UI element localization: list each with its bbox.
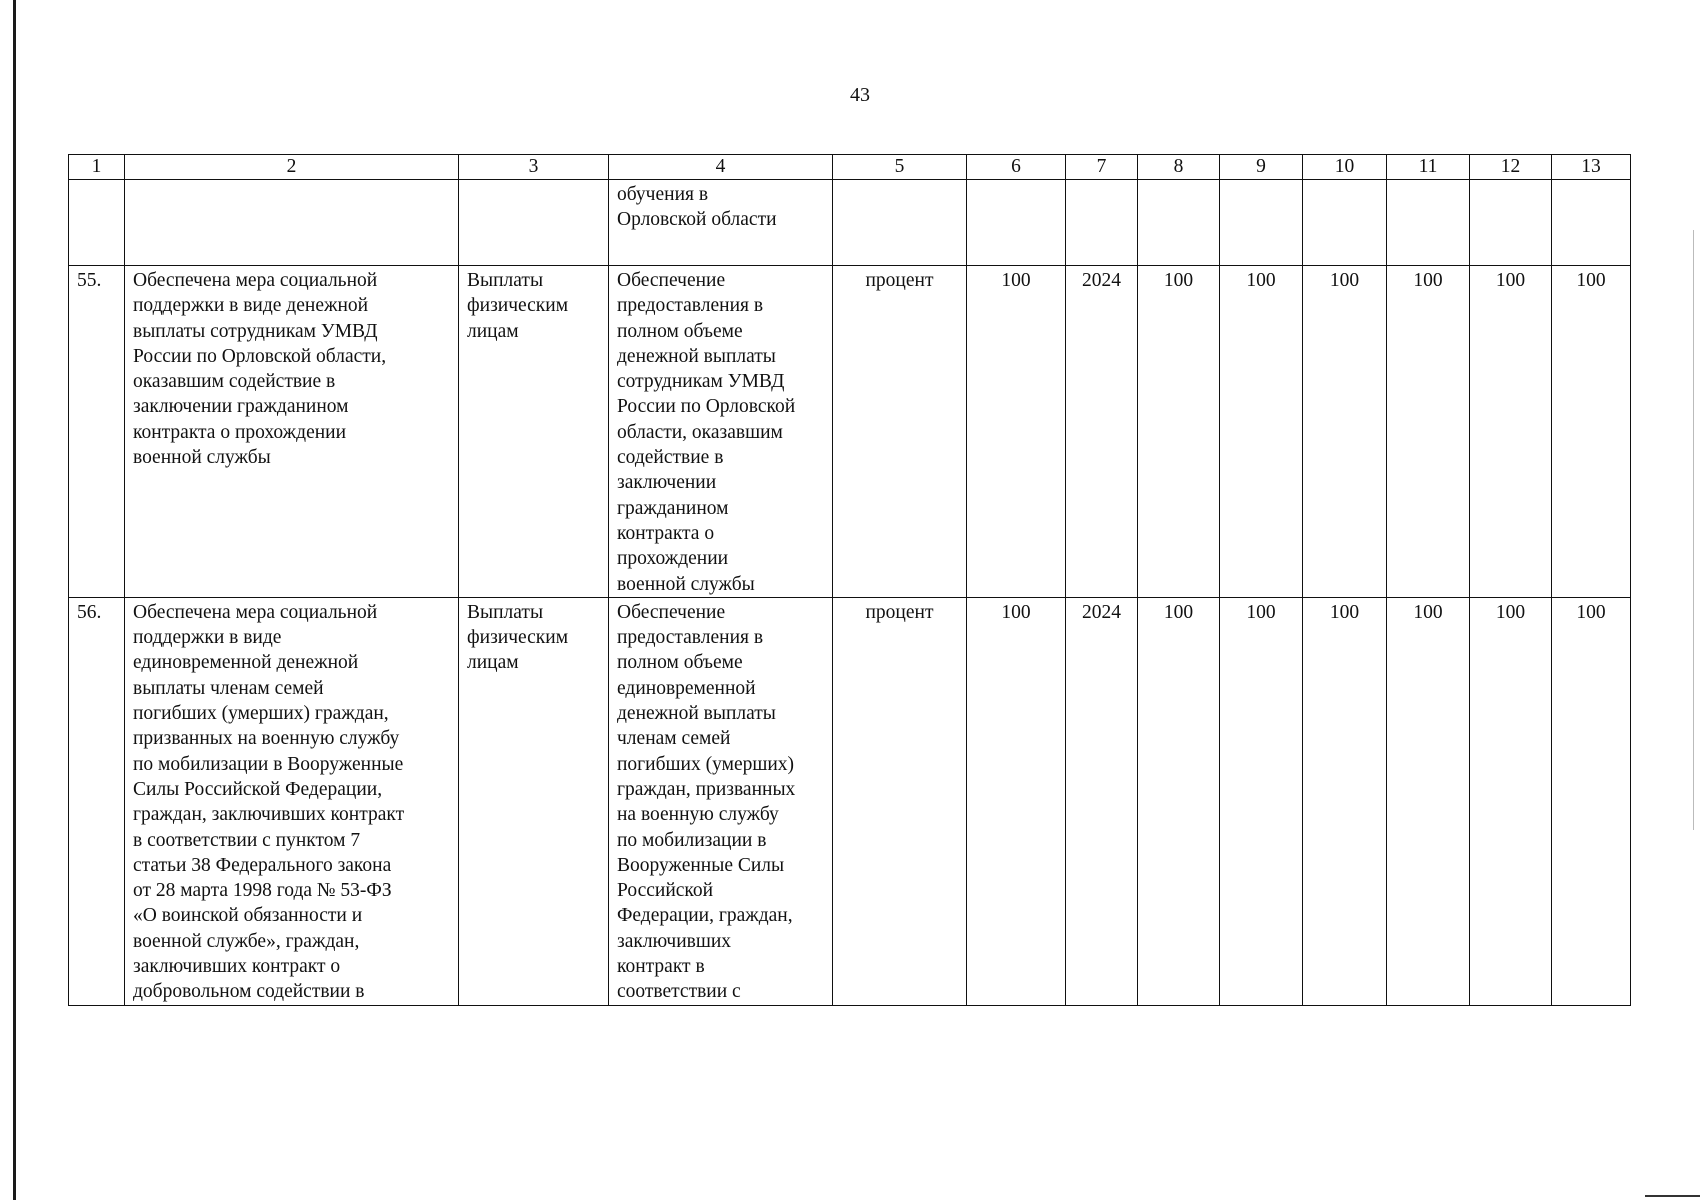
page-number: 43 bbox=[850, 84, 870, 106]
table-cell bbox=[125, 180, 459, 266]
column-number: 13 bbox=[1552, 155, 1631, 180]
table-cell bbox=[1138, 180, 1220, 266]
column-number-row bbox=[69, 155, 1631, 180]
column-number: 5 bbox=[833, 155, 967, 180]
value-cell: 100 bbox=[1470, 266, 1552, 598]
unit-cell: процент bbox=[833, 266, 967, 598]
table-cell bbox=[1470, 180, 1552, 266]
column-number: 4 bbox=[609, 155, 833, 180]
table-cell bbox=[1552, 180, 1631, 266]
description-cell: Обеспечение предоставления в полном объеме единовременной денежной выплаты членам семей погибших (умерших) граждан, призванных на военную службу по мобилизации в Вооруженные Силы Российской Федерации, граждан, заключивших контракт в соответствии с bbox=[609, 597, 833, 1005]
table-cell bbox=[1303, 180, 1387, 266]
description-cell: Обеспечение предоставления в полном объеме денежной выплаты сотрудникам УМВД России по Орловской области, оказавшим содействие в заключении гражданином контракта о прохождении военной службы bbox=[609, 266, 833, 598]
value-cell: 100 bbox=[1387, 597, 1470, 1005]
value-cell: 100 bbox=[1303, 597, 1387, 1005]
base-value-cell: 100 bbox=[967, 597, 1066, 1005]
column-number: 9 bbox=[1220, 155, 1303, 180]
continuation-row bbox=[69, 180, 1631, 266]
result-cell: Обеспечена мера социальной поддержки в виде единовременной денежной выплаты членам семей погибших (умерших) граждан, призванных на военную службу по мобилизации в Вооруженные Силы Российской Федерации, граждан, заключивших контракт в соответствии с пунктом 7 статьи 38 Федерального закона от 28 марта 1998 года № 53-ФЗ «О воинской обязанности и военной службе», граждан, заключивших контракт о добровольном содействии в bbox=[125, 597, 459, 1005]
scan-edge-right bbox=[1693, 230, 1694, 830]
result-type-cell: Выплаты физическим лицам bbox=[459, 597, 609, 1005]
column-number: 12 bbox=[1470, 155, 1552, 180]
table-cell bbox=[1387, 180, 1470, 266]
value-cell: 100 bbox=[1303, 266, 1387, 598]
table-cell bbox=[967, 180, 1066, 266]
table-row bbox=[69, 597, 1631, 1005]
value-cell: 100 bbox=[1552, 266, 1631, 598]
column-number: 8 bbox=[1138, 155, 1220, 180]
table-cell bbox=[1220, 180, 1303, 266]
description-tail-cell: обучения в Орловской области bbox=[609, 180, 833, 266]
row-number-cell: 55. bbox=[69, 266, 125, 598]
column-number: 6 bbox=[967, 155, 1066, 180]
table-cell bbox=[833, 180, 967, 266]
base-value-cell: 100 bbox=[967, 266, 1066, 598]
scan-edge-left bbox=[13, 0, 16, 1200]
value-cell: 100 bbox=[1220, 597, 1303, 1005]
table-row bbox=[69, 266, 1631, 598]
scan-corner-mark bbox=[1645, 1195, 1700, 1197]
value-cell: 100 bbox=[1470, 597, 1552, 1005]
result-type-cell: Выплаты физическим лицам bbox=[459, 266, 609, 598]
base-year-cell: 2024 bbox=[1066, 266, 1138, 598]
value-cell: 100 bbox=[1138, 266, 1220, 598]
column-number: 1 bbox=[69, 155, 125, 180]
column-number: 3 bbox=[459, 155, 609, 180]
indicator-table bbox=[68, 154, 1631, 1006]
table-cell bbox=[69, 180, 125, 266]
value-cell: 100 bbox=[1387, 266, 1470, 598]
row-number-cell: 56. bbox=[69, 597, 125, 1005]
column-number: 11 bbox=[1387, 155, 1470, 180]
result-cell: Обеспечена мера социальной поддержки в виде денежной выплаты сотрудникам УМВД России по Орловской области, оказавшим содействие в заключении гражданином контракта о прохождении военной службы bbox=[125, 266, 459, 598]
column-number: 2 bbox=[125, 155, 459, 180]
base-year-cell: 2024 bbox=[1066, 597, 1138, 1005]
table-cell bbox=[459, 180, 609, 266]
value-cell: 100 bbox=[1220, 266, 1303, 598]
value-cell: 100 bbox=[1552, 597, 1631, 1005]
table-cell bbox=[1066, 180, 1138, 266]
unit-cell: процент bbox=[833, 597, 967, 1005]
column-number: 10 bbox=[1303, 155, 1387, 180]
column-number: 7 bbox=[1066, 155, 1138, 180]
value-cell: 100 bbox=[1138, 597, 1220, 1005]
